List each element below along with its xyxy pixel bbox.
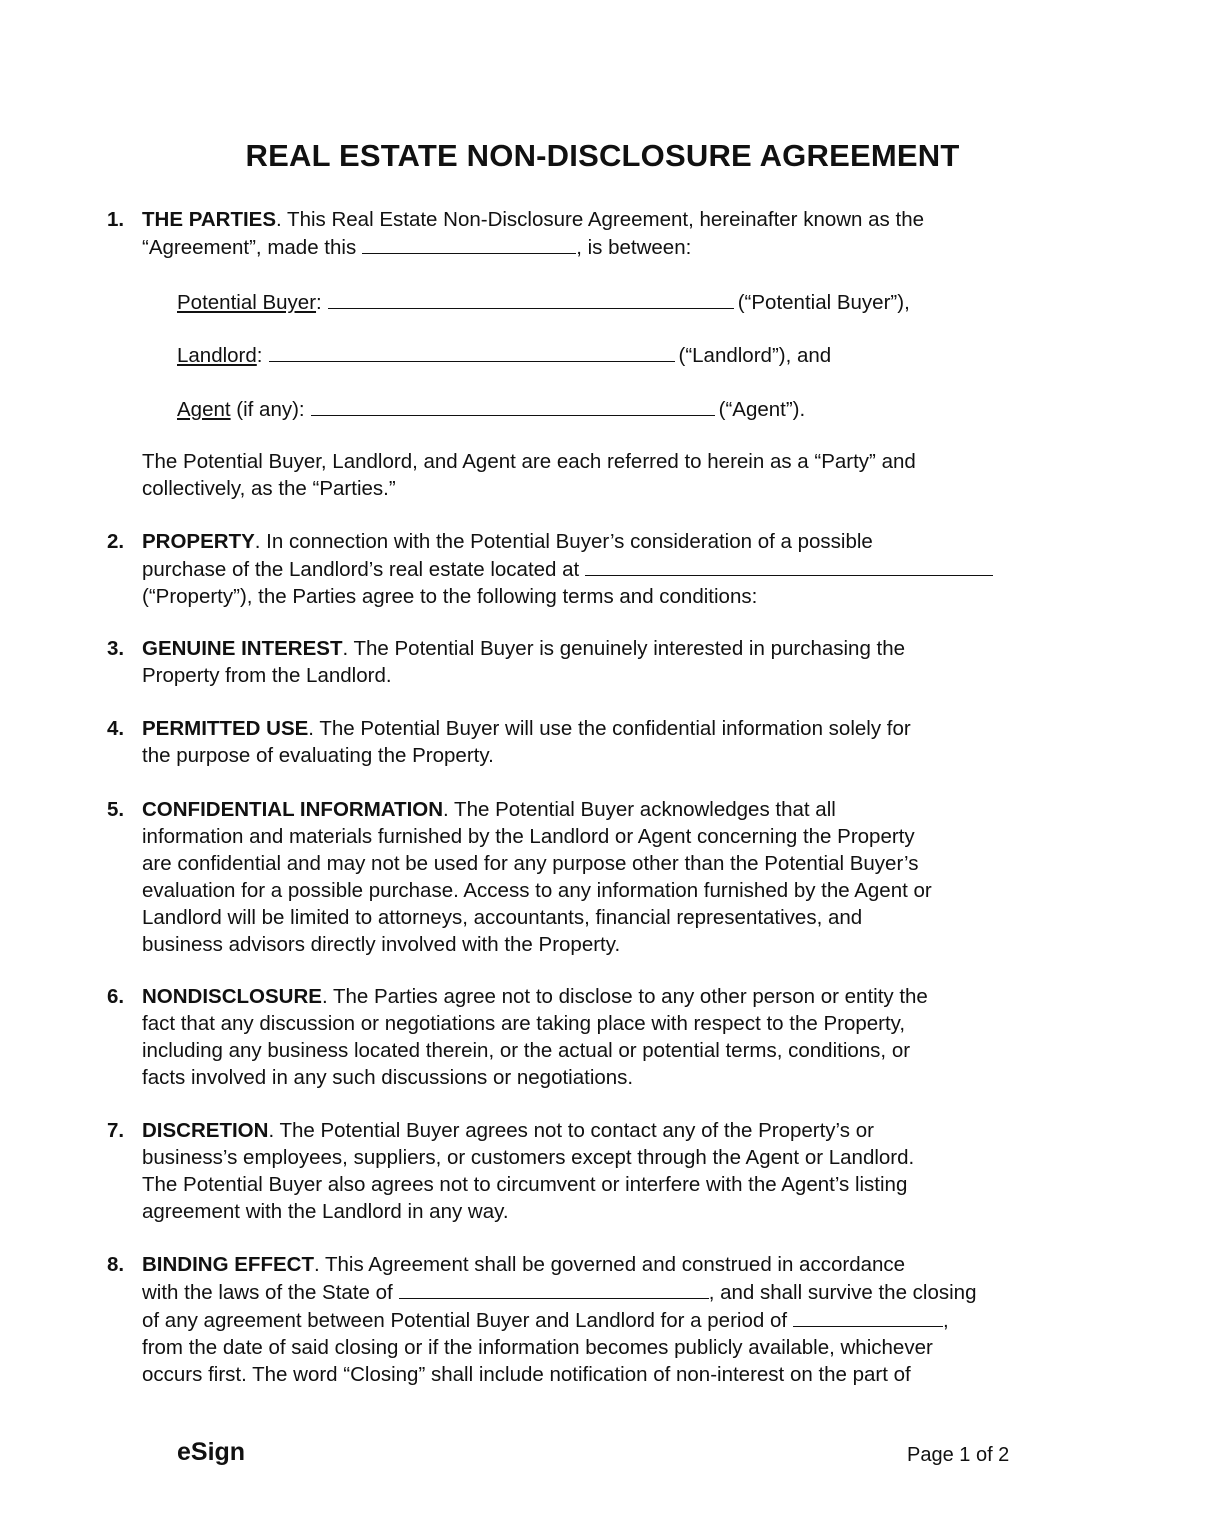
potential-buyer-line: Potential Buyer: (“Potential Buyer”), [177,288,910,316]
section-binding-effect: 8. BINDING EFFECT. This Agreement shall be governed and construed in accordance with the laws of the State of , and shall survive the closing of any agreement between Potential Buyer and Landlord for a period of , from the date of said closing or if the information becomes publicly available, whichever occurs first. The word “Closing” shall include notification of non-interest on the part of [107,1253,977,1386]
section-heading: THE PARTIES [142,208,277,231]
section-number: 2. [107,530,125,553]
section-permitted-use: 4. PERMITTED USE. The Potential Buyer will use the confidential information solely for the purpose of evaluating the Property. [107,717,911,767]
esign-logo: eSign [177,1438,246,1466]
section-heading: DISCRETION [142,1119,269,1142]
section-property: 2. PROPERTY. In connection with the Potential Buyer’s consideration of a possible purchase of the Landlord’s real estate located at (“Property”), the Parties agree to the following terms and conditions: [107,528,1067,610]
date-blank[interactable] [362,233,576,254]
landlord-line: Landlord: (“Landlord”), and [177,341,831,369]
agent-blank[interactable] [311,395,715,416]
property-address-blank[interactable] [585,555,993,576]
section-confidential-information: 5. CONFIDENTIAL INFORMATION. The Potential Buyer acknowledges that all information and materials furnished by the Landlord or Agent concerning the Property are confidential and may not be used for any purpose other than the Potential Buyer’s evaluation for a possible purchase. Access to any information furnished by the Agent or Landlord will be limited to attorneys, accountants, financial representatives, and business advisors directly involved with the Property. [107,798,932,956]
period-blank[interactable] [793,1306,943,1327]
section-genuine-interest: 3. GENUINE INTEREST. The Potential Buyer is genuinely interested in purchasing the Property from the Landlord. [107,637,906,687]
section-nondisclosure: 6. NONDISCLOSURE. The Parties agree not to disclose to any other person or entity the fact that any discussion or negotiations are taking place with respect to the Property, including any business located therein, or the actual or potential terms, conditions, or facts involved in any such discussions or negotiations. [107,985,928,1089]
document-title: REAL ESTATE NON-DISCLOSURE AGREEMENT [245,138,960,173]
section-number: 1. [107,208,125,231]
section-number: 6. [107,985,125,1008]
landlord-blank[interactable] [269,341,675,362]
state-blank[interactable] [399,1278,709,1299]
section-number: 7. [107,1119,125,1142]
section-heading: CONFIDENTIAL INFORMATION [142,798,444,821]
section-heading: BINDING EFFECT [142,1253,314,1276]
section-number: 3. [107,637,125,660]
landlord-label: Landlord [177,344,257,367]
potential-buyer-label: Potential Buyer [177,291,317,314]
parties-collective-text: The Potential Buyer, Landlord, and Agent are each referred to herein as a “Party” and collectively, as the “Parties.” [142,450,916,500]
section-heading: PERMITTED USE [142,717,309,740]
page-number: Page 1 of 2 [907,1444,1010,1466]
potential-buyer-blank[interactable] [328,288,734,309]
section-heading: GENUINE INTEREST [142,637,343,660]
agent-label: Agent [177,398,231,421]
section-number: 4. [107,717,125,740]
section-discretion: 7. DISCRETION. The Potential Buyer agrees not to contact any of the Property’s or business’s employees, suppliers, or customers except through the Agent or Landlord. The Potential Buyer also agrees not to circumvent or interfere with the Agent’s listing agreement with the Landlord in any way. [107,1119,915,1223]
section-heading: PROPERTY [142,530,255,553]
agent-line: Agent (if any): (“Agent”). [177,395,805,423]
section-heading: NONDISCLOSURE [142,985,322,1008]
section-parties: 1. THE PARTIES. This Real Estate Non-Disclosure Agreement, hereinafter known as the “Agreement”, made this , is between: [107,208,925,259]
section-number: 5. [107,798,125,821]
section-number: 8. [107,1253,125,1276]
